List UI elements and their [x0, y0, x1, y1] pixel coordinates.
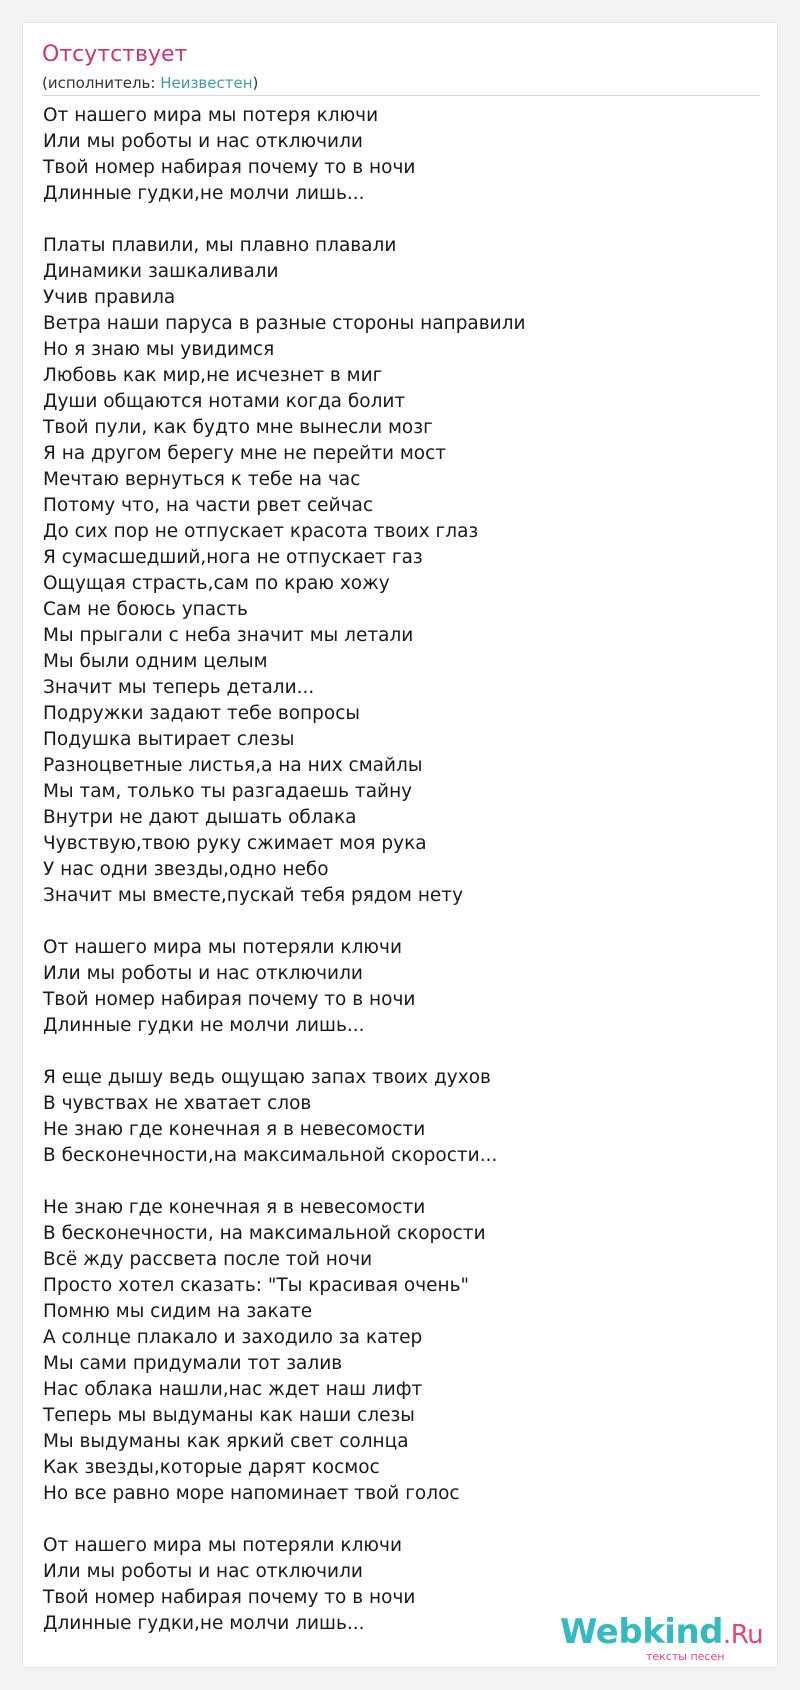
logo-tld: .Ru: [723, 1620, 764, 1650]
lyric-line: Динамики зашкаливали: [43, 261, 279, 282]
lyric-line: Но я знаю мы увидимся: [43, 339, 275, 360]
artist-line: [42, 74, 258, 92]
lyric-line: Ощущая страсть,сам по краю хожу: [43, 573, 390, 594]
lyric-line: Учив правила: [43, 287, 176, 308]
lyric-line: Или мы роботы и нас отключили: [43, 1561, 363, 1582]
lyric-line: Или мы роботы и нас отключили: [43, 963, 363, 984]
lyric-line: Я еще дышу ведь ощущаю запах твоих духов: [43, 1067, 491, 1088]
lyric-line: Значит мы вместе,пускай тебя рядом нету: [43, 885, 464, 906]
lyric-line: В чувствах не хватает слов: [43, 1093, 312, 1114]
lyric-line: Любовь как мир,не исчезнет в миг: [43, 365, 383, 386]
lyrics-card: [22, 22, 778, 1668]
artist-suffix: ): [252, 74, 259, 92]
lyric-line: Всё жду рассвета после той ночи: [43, 1249, 373, 1270]
lyric-line: В бесконечности,на максимальной скорости...: [43, 1145, 498, 1166]
stanza-break: [43, 909, 763, 935]
lyric-line: Значит мы теперь детали...: [43, 677, 315, 698]
lyric-line: В бесконечности, на максимальной скорости: [43, 1223, 486, 1244]
lyric-line: Мечтаю вернуться к тебе на час: [43, 469, 361, 490]
lyric-line: Но все равно море напоминает твой голос: [43, 1483, 460, 1504]
lyric-line: Внутри не дают дышать облака: [43, 807, 357, 828]
lyric-line: Чувствую,твою руку сжимает моя рука: [43, 833, 427, 854]
lyric-line: Или мы роботы и нас отключили: [43, 131, 363, 152]
stanza-break: [43, 1039, 763, 1065]
lyric-line: Просто хотел сказать: "Ты красивая очень": [43, 1275, 470, 1296]
lyric-line: Твой пули, как будто мне вынесли мозг: [43, 417, 433, 438]
lyric-line: Ветра наши паруса в разные стороны направили: [43, 313, 526, 334]
lyric-line: Сам не боюсь упасть: [43, 599, 248, 620]
lyric-line: Я сумасшедший,нога не отпускает газ: [43, 547, 423, 568]
stanza-break: [43, 207, 763, 233]
lyric-line: Души общаются нотами когда болит: [43, 391, 406, 412]
site-logo[interactable]: [560, 1612, 790, 1672]
lyric-line: Мы выдуманы как яркий свет солнца: [43, 1431, 409, 1452]
lyric-line: Мы сами придумали тот залив: [43, 1353, 343, 1374]
lyric-line: До сих пор не отпускает красота твоих глаз: [43, 521, 479, 542]
lyric-line: От нашего мира мы потеря ключи: [43, 105, 379, 126]
artist-prefix: (исполнитель:: [42, 74, 161, 92]
lyric-line: Длинные гудки,не молчи лишь...: [43, 1613, 365, 1634]
lyric-line: Платы плавили, мы плавно плавали: [43, 235, 397, 256]
lyric-line: Подружки задают тебе вопросы: [43, 703, 360, 724]
lyric-line: Длинные гудки,не молчи лишь...: [43, 183, 365, 204]
lyric-line: Разноцветные листья,а на них смайлы: [43, 755, 423, 776]
lyric-line: У нас одни звезды,одно небо: [43, 859, 329, 880]
lyric-line: Мы там, только ты разгадаешь тайну: [43, 781, 413, 802]
lyric-line: Нас облака нашли,нас ждет наш лифт: [43, 1379, 423, 1400]
stanza-break: [43, 1507, 763, 1533]
lyric-line: От нашего мира мы потеряли ключи: [43, 1535, 402, 1556]
lyric-line: От нашего мира мы потеряли ключи: [43, 937, 402, 958]
lyric-line: Не знаю где конечная я в невесомости: [43, 1119, 426, 1140]
stanza-break: [43, 1169, 763, 1195]
lyric-line: Мы прыгали с неба значит мы летали: [43, 625, 414, 646]
lyric-line: Твой номер набирая почему то в ночи: [43, 989, 416, 1010]
lyric-line: Мы были одним целым: [43, 651, 268, 672]
lyric-line: Твой номер набирая почему то в ночи: [43, 1587, 416, 1608]
lyric-line: Я на другом берегу мне не перейти мост: [43, 443, 447, 464]
song-title: Отсутствует: [42, 42, 188, 67]
lyric-line: А солнце плакало и заходило за катер: [43, 1327, 423, 1348]
logo-wordmark: [560, 1612, 763, 1652]
lyric-line: Помню мы сидим на закате: [43, 1301, 313, 1322]
lyric-line: Подушка вытирает слезы: [43, 729, 295, 750]
title-divider: [42, 95, 760, 96]
lyric-line: Теперь мы выдуманы как наши слезы: [43, 1405, 415, 1426]
lyric-line: Не знаю где конечная я в невесомости: [43, 1197, 426, 1218]
lyric-line: Твой номер набирая почему то в ночи: [43, 157, 416, 178]
artist-link[interactable]: Неизвестен: [160, 74, 253, 92]
lyrics-text: [43, 103, 763, 1637]
lyric-line: Потому что, на части рвет сейчас: [43, 495, 374, 516]
lyric-line: Длинные гудки не молчи лишь...: [43, 1015, 365, 1036]
logo-main-text: Webkind: [560, 1612, 723, 1652]
logo-tagline: тексты песен: [646, 1650, 725, 1663]
lyric-line: Как звезды,которые дарят космос: [43, 1457, 380, 1478]
